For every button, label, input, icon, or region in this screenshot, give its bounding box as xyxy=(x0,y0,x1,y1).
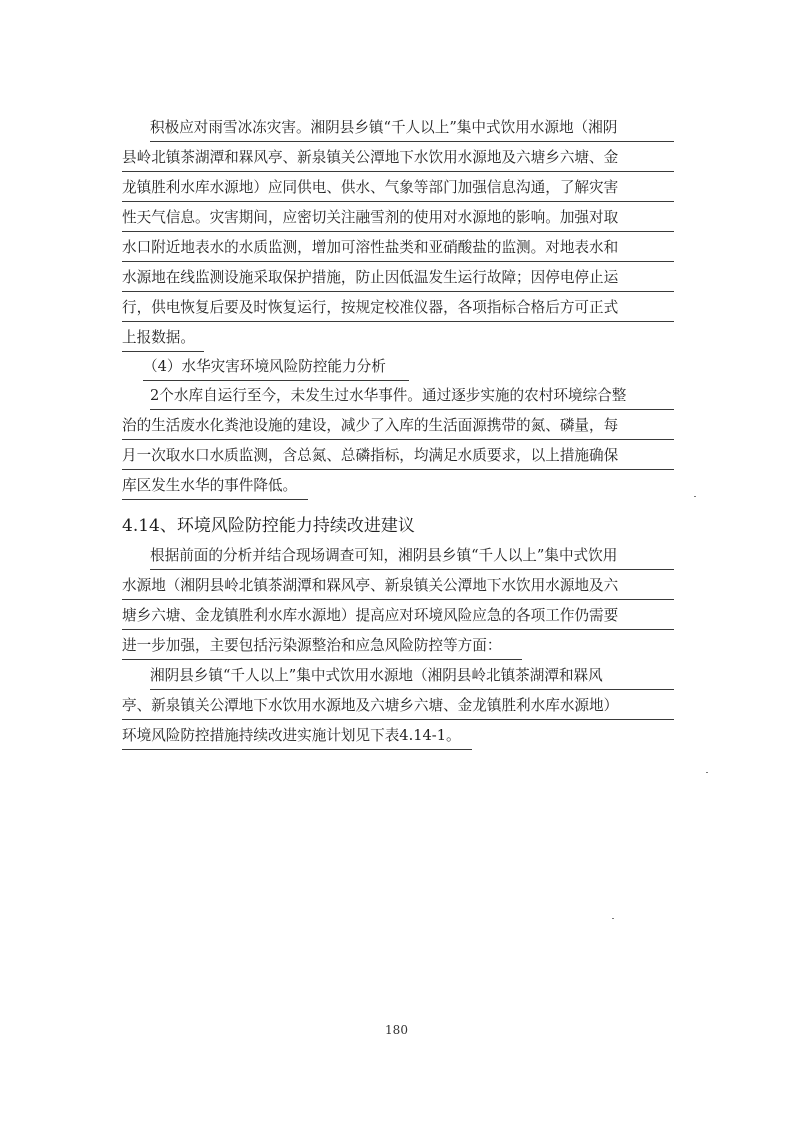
scan-speck xyxy=(612,918,614,919)
paragraph-1-line-5: 水口附近地表水的水质监测，增加可溶性盐类和亚硝酸盐的监测。对地表水和 xyxy=(122,234,674,262)
subsection-4-title: （4）水华灾害环境风险防控能力分析 xyxy=(143,353,409,381)
section-heading: 4.14、环境风险防控能力持续改进建议 xyxy=(122,516,415,536)
scan-speck xyxy=(694,496,696,497)
paragraph-1-line-3: 龙镇胜利水库水源地）应同供电、供水、气象等部门加强信息沟通，了解灾害 xyxy=(122,174,674,202)
scan-speck xyxy=(706,772,708,773)
paragraph-1-line-2: 县岭北镇茶湖潭和槑风亭、新泉镇关公潭地下水饮用水源地及六塘乡六塘、金 xyxy=(122,144,674,172)
paragraph-2-line-1: 2个水库自运行至今，未发生过水华事件。通过逐步实施的农村环境综合整 xyxy=(150,382,674,410)
paragraph-4-line-2: 亭、新泉镇关公潭地下水饮用水源地及六塘乡六塘、金龙镇胜利水库水源地） xyxy=(122,692,674,720)
paragraph-2-line-3: 月一次取水口水质监测，含总氮、总磷指标，均满足水质要求，以上措施确保 xyxy=(122,442,674,470)
paragraph-3-line-3: 塘乡六塘、金龙镇胜利水库水源地）提高应对环境风险应急的各项工作仍需要 xyxy=(122,602,674,630)
paragraph-3-line-2: 水源地（湘阴县岭北镇茶湖潭和槑风亭、新泉镇关公潭地下水饮用水源地及六 xyxy=(122,572,674,600)
paragraph-3-line-1: 根据前面的分析并结合现场调查可知，湘阴县乡镇“千人以上”集中式饮用 xyxy=(150,542,674,570)
paragraph-1-line-7: 行，供电恢复后要及时恢复运行，按规定校准仪器，各项指标合格后方可正式 xyxy=(122,294,674,322)
paragraph-2-line-4: 库区发生水华的事件降低。 xyxy=(122,472,308,500)
paragraph-1-line-4: 性天气信息。灾害期间，应密切关注融雪剂的使用对水源地的影响。加强对取 xyxy=(122,204,674,232)
paragraph-1-line-1: 积极应对雨雪冰冻灾害。湘阴县乡镇“千人以上”集中式饮用水源地（湘阴 xyxy=(150,114,674,142)
paragraph-3-line-4: 进一步加强，主要包括污染源整治和应急风险防控等方面： xyxy=(122,632,522,660)
page-number: 180 xyxy=(385,1023,408,1037)
paragraph-4-line-3: 环境风险防控措施持续改进实施计划见下表4.14-1。 xyxy=(122,722,472,750)
paragraph-2-line-2: 治的生活废水化粪池设施的建设，减少了入库的生活面源携带的氮、磷量，每 xyxy=(122,412,674,440)
paragraph-1-line-6: 水源地在线监测设施采取保护措施，防止因低温发生运行故障；因停电停止运 xyxy=(122,264,674,292)
paragraph-1-line-8: 上报数据。 xyxy=(122,324,204,352)
paragraph-4-line-1: 湘阴县乡镇“千人以上”集中式饮用水源地（湘阴县岭北镇茶湖潭和槑风 xyxy=(150,662,674,690)
